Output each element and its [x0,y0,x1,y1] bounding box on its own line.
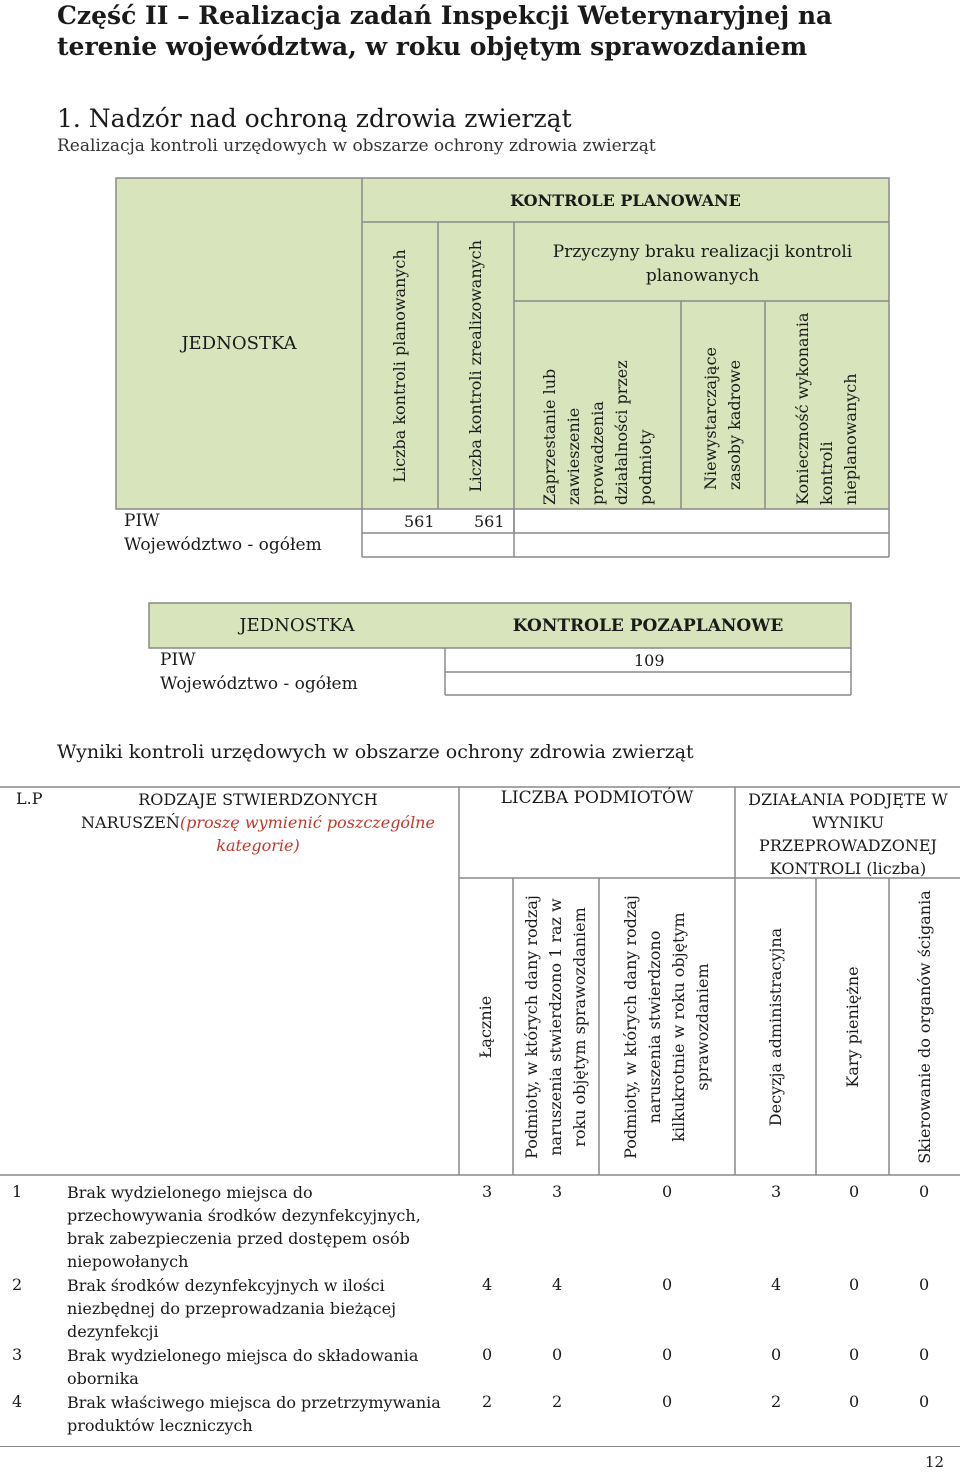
actions-header: DZIAŁANIA PODJĘTE W WYNIKU PRZEPROWADZONEJ KONTROLI (liczba) [748,790,948,878]
row-3-once: 0 [552,1345,563,1364]
unplanned-row-piw-label: PIW [160,650,196,670]
lp-header: L.P [16,789,43,808]
page-number: 12 [925,1453,945,1471]
reason-3-label: Konieczność wykonania kontroli nieplanowanych [793,312,860,505]
planned-unit-header: JEDNOSTKA [181,333,297,354]
row-2-lp: 2 [12,1275,23,1294]
col-multi-header [599,878,735,1175]
reason-3-header [765,301,889,509]
row-1-referral: 0 [919,1182,930,1201]
row-3-decision: 0 [771,1345,782,1364]
footer-divider [0,1446,960,1447]
col-done-header [438,222,514,509]
row-4-once: 2 [552,1392,563,1411]
row-4-total: 2 [482,1392,493,1411]
row-2-decision: 4 [771,1275,782,1294]
reason-1-label: Zaprzestanie lub zawieszenie prowadzenia działalności przez podmioty [539,360,655,505]
col-total-label: Łącznie [476,995,495,1058]
row-4-decision: 2 [771,1392,782,1411]
types-header-note: (proszę wymienić poszczególne kategorie) [179,813,435,855]
reasons-header: Przyczyny braku realizacji kontroli planowanych [552,241,853,286]
col-total-header [459,878,513,1175]
row-4-name: Brak właściwego miejsca do przetrzymywania produktów leczniczych [67,1393,441,1435]
planned-row-piw-done: 561 [474,512,505,531]
col-referral-label: Skierowanie do organów ścigania [914,889,934,1164]
unplanned-row-piw-value: 109 [634,651,665,670]
col-once-label: Podmioty, w których dany rodzaj naruszenia stwierdzono 1 raz w roku objętym sprawozdaniem [522,894,589,1159]
col-planned-header [362,222,438,509]
col-fines-label: Kary pieniężne [842,965,862,1088]
col-referral-header [889,878,960,1175]
col-fines-header [816,878,889,1175]
row-2-total: 4 [482,1275,493,1294]
row-1-multi: 0 [662,1182,673,1201]
row-3-referral: 0 [919,1345,930,1364]
part-title: Część II – Realizacja zadań Inspekcji Weterynaryjnej na terenie województwa, w roku objętym sprawozdaniem [57,1,833,61]
row-1-once: 3 [552,1182,563,1201]
row-3-name: Brak wydzielonego miejsca do składowania obornika [67,1346,419,1388]
row-4-fines: 0 [849,1392,860,1411]
section-title: 1. Nadzór nad ochroną zdrowia zwierząt [57,104,572,133]
row-4-multi: 0 [662,1392,673,1411]
unplanned-unit-header: JEDNOSTKA [239,615,355,636]
row-1-lp: 1 [12,1182,23,1201]
row-1-decision: 3 [771,1182,782,1201]
reason-2-label: Niewystarczające zasoby kadrowe [701,346,744,490]
row-2-fines: 0 [849,1275,860,1294]
planned-row-piw-label: PIW [124,511,160,531]
row-2-once: 4 [552,1275,563,1294]
row-1-fines: 0 [849,1182,860,1201]
col-planned-label: Liczba kontroli planowanych [390,248,409,483]
reason-1-header [514,301,681,509]
reason-2-header [681,301,765,509]
col-done-label: Liczba kontroli zrealizowanych [466,239,485,492]
col-decision-label: Decyzja administracyjna [765,927,785,1126]
row-4-lp: 4 [12,1392,23,1411]
count-header: LICZBA PODMIOTÓW [500,788,694,808]
row-3-total: 0 [482,1345,493,1364]
row-2-referral: 0 [919,1275,930,1294]
types-header [72,788,444,857]
planned-row-total-label: Województwo - ogółem [124,535,322,555]
planned-row-piw-planned: 561 [404,512,435,531]
row-1-total: 3 [482,1182,493,1201]
row-3-multi: 0 [662,1345,673,1364]
col-multi-label: Podmioty, w których dany rodzaj naruszenia stwierdzono kilkukrotnie w roku objętym sprawozdaniem [621,894,712,1159]
col-once-header [513,878,599,1175]
row-2-name: Brak środków dezynfekcyjnych w ilości niezbędnej do przeprowadzania bieżącej dezynfekcji [67,1276,397,1341]
unplanned-row-total-label: Województwo - ogółem [160,674,358,694]
row-2-multi: 0 [662,1275,673,1294]
row-3-lp: 3 [12,1345,23,1364]
unplanned-header: KONTROLE POZAPLANOWE [512,615,784,636]
section-subtitle: Realizacja kontroli urzędowych w obszarze ochrony zdrowia zwierząt [57,136,656,156]
col-decision-header [735,878,816,1175]
row-3-fines: 0 [849,1345,860,1364]
types-header-label: RODZAJE STWIERDZONYCH NARUSZEŃ [81,790,378,832]
row-1-name: Brak wydzielonego miejsca do przechowywania środków dezynfekcyjnych, brak zabezpieczenia przed dostępem osób niepowołanych [67,1183,421,1271]
planned-header: KONTROLE PLANOWANE [510,190,741,210]
results-title: Wyniki kontroli urzędowych w obszarze ochrony zdrowia zwierząt [57,741,694,763]
row-4-referral: 0 [919,1392,930,1411]
